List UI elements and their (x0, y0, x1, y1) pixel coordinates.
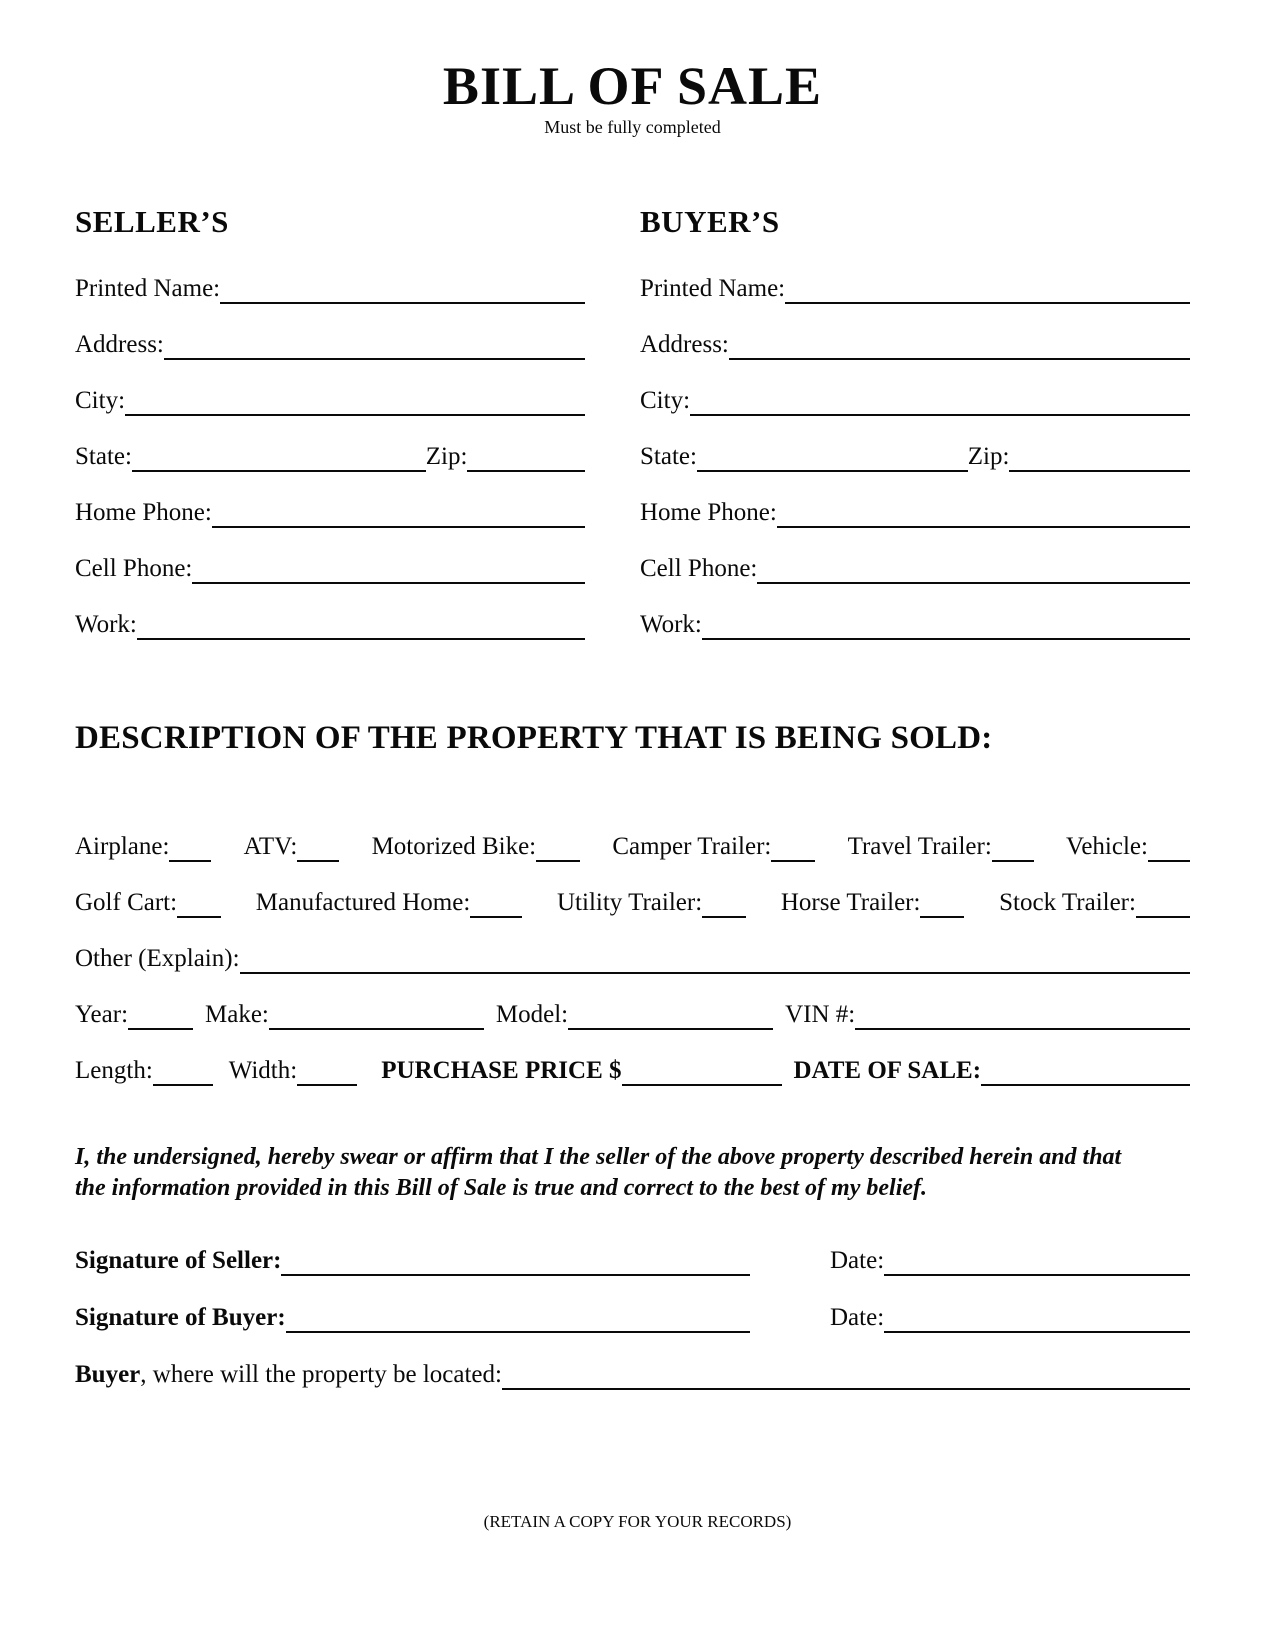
seller-city-label: City: (75, 386, 126, 414)
model-label: Model: (495, 1000, 569, 1028)
buyer-date-group (830, 1299, 1190, 1333)
seller-printed-name-label: Printed Name: (75, 274, 221, 302)
price-and-date-row (75, 1052, 1190, 1086)
utility-trailer-item (557, 884, 746, 918)
seller-home-phone-label: Home Phone: (75, 498, 212, 526)
document-title: BILL OF SALE (442, 56, 823, 116)
width-line[interactable] (297, 1050, 357, 1086)
signature-section (75, 1242, 1190, 1390)
utility-trailer-label: Utility Trailer: (557, 888, 703, 916)
width-label: Width: (228, 1056, 298, 1084)
travel-trailer-item (848, 828, 1034, 862)
other-explain-line[interactable] (240, 938, 1190, 974)
seller-cell-phone-line[interactable] (192, 548, 585, 584)
stock-trailer-line[interactable] (1136, 882, 1190, 918)
buyer-cell-phone-label: Cell Phone: (640, 554, 758, 582)
seller-city-line[interactable] (125, 380, 585, 416)
other-explain-label: Other (Explain): (75, 944, 240, 972)
model-item (496, 996, 773, 1030)
seller-address-line[interactable] (164, 324, 585, 360)
buyer-state-zip-row (640, 438, 1190, 472)
seller-printed-name-row (75, 270, 585, 304)
seller-state-label: State: (75, 442, 132, 470)
buyer-work-label: Work: (640, 610, 702, 638)
buyer-cell-phone-row (640, 550, 1190, 584)
utility-trailer-line[interactable] (702, 882, 746, 918)
seller-home-phone-row (75, 494, 585, 528)
motorized-bike-line[interactable] (536, 826, 580, 862)
airplane-label: Airplane: (75, 832, 170, 860)
buyer-home-phone-line[interactable] (777, 492, 1190, 528)
buyer-signature-line[interactable] (286, 1297, 750, 1333)
buyer-date-line[interactable] (884, 1297, 1190, 1333)
year-label: Year: (75, 1000, 129, 1028)
buyer-printed-name-label: Printed Name: (640, 274, 786, 302)
seller-address-row (75, 326, 585, 360)
buyer-zip-label: Zip: (967, 442, 1010, 470)
affirmation-statement: I, the undersigned, hereby swear or affirm that I the seller of the above property described herein and that the information provided in this Bill of Sale is true and correct to the best of my belief. (75, 1143, 1122, 1201)
seller-address-label: Address: (75, 330, 164, 358)
year-item (75, 996, 193, 1030)
buyer-work-row (640, 606, 1190, 640)
seller-state-line[interactable] (132, 436, 426, 472)
atv-label: ATV: (243, 832, 298, 860)
horse-trailer-label: Horse Trailer: (780, 888, 921, 916)
property-location-label: , where will the property be located: (140, 1360, 502, 1388)
property-location-row (75, 1356, 1190, 1390)
buyer-date-label: Date: (830, 1303, 885, 1331)
buyer-state-line[interactable] (697, 436, 968, 472)
buyer-address-row (640, 326, 1190, 360)
seller-printed-name-line[interactable] (220, 268, 585, 304)
retain-copy-note: (RETAIN A COPY FOR YOUR RECORDS) (483, 1512, 792, 1531)
atv-line[interactable] (297, 826, 339, 862)
property-description-section (75, 718, 1190, 1086)
seller-work-label: Work: (75, 610, 137, 638)
vehicle-line[interactable] (1148, 826, 1190, 862)
width-item (229, 1052, 357, 1086)
camper-trailer-label: Camper Trailer: (612, 832, 772, 860)
buyer-heading: BUYER’S (640, 203, 780, 239)
length-label: Length: (75, 1056, 153, 1084)
airplane-item (75, 828, 211, 862)
golf-cart-label: Golf Cart: (75, 888, 178, 916)
seller-signature-label: Signature of Seller: (75, 1246, 282, 1274)
other-explain-row (75, 940, 1190, 974)
vehicle-item (1066, 828, 1190, 862)
buyer-city-line[interactable] (690, 380, 1190, 416)
document-subtitle: Must be fully completed (544, 116, 721, 137)
seller-signature-line[interactable] (281, 1240, 750, 1276)
model-line[interactable] (568, 994, 773, 1030)
manufactured-home-label: Manufactured Home: (255, 888, 471, 916)
seller-cell-phone-label: Cell Phone: (75, 554, 193, 582)
property-type-row-1 (75, 828, 1190, 862)
buyer-city-label: City: (640, 386, 691, 414)
seller-zip-label: Zip: (425, 442, 468, 470)
parties-section (75, 203, 1190, 662)
seller-date-line[interactable] (884, 1240, 1190, 1276)
make-line[interactable] (269, 994, 484, 1030)
camper-trailer-item (612, 828, 815, 862)
purchase-price-line[interactable] (622, 1050, 782, 1086)
buyer-city-row (640, 382, 1190, 416)
date-of-sale-item (794, 1052, 1191, 1086)
golf-cart-line[interactable] (177, 882, 221, 918)
horse-trailer-item (781, 884, 965, 918)
seller-signature-row (75, 1242, 1190, 1276)
vin-label: VIN #: (785, 1000, 856, 1028)
document-header (75, 58, 1190, 139)
length-item (75, 1052, 213, 1086)
purchase-price-label: PURCHASE PRICE $ (381, 1056, 622, 1084)
seller-work-line[interactable] (137, 604, 585, 640)
stock-trailer-item (999, 884, 1190, 918)
buyer-cell-phone-line[interactable] (757, 548, 1190, 584)
buyer-section (640, 203, 1190, 662)
vehicle-label: Vehicle: (1066, 832, 1148, 860)
buyer-home-phone-label: Home Phone: (640, 498, 777, 526)
seller-home-phone-line[interactable] (212, 492, 585, 528)
seller-date-group (830, 1242, 1190, 1276)
buyer-signature-label: Signature of Buyer: (75, 1303, 286, 1331)
seller-zip-line[interactable] (467, 436, 585, 472)
buyer-state-label: State: (640, 442, 697, 470)
property-location-prefix: Buyer (75, 1360, 141, 1388)
buyer-address-line[interactable] (729, 324, 1190, 360)
travel-trailer-line[interactable] (992, 826, 1034, 862)
seller-section (75, 203, 585, 662)
motorized-bike-item (372, 828, 581, 862)
vin-item (785, 996, 1190, 1030)
buyer-zip-line[interactable] (1009, 436, 1190, 472)
buyer-work-line[interactable] (702, 604, 1190, 640)
seller-state-zip-row (75, 438, 585, 472)
property-description-heading: DESCRIPTION OF THE PROPERTY THAT IS BEING SOLD: (75, 719, 993, 756)
travel-trailer-label: Travel Trailer: (847, 832, 992, 860)
golf-cart-item (75, 884, 221, 918)
vin-line[interactable] (855, 994, 1190, 1030)
date-of-sale-label: DATE OF SALE: (793, 1056, 982, 1084)
seller-signature-group (75, 1242, 750, 1276)
property-type-row-2 (75, 884, 1190, 918)
vehicle-details-row (75, 996, 1190, 1030)
seller-date-label: Date: (830, 1246, 885, 1274)
length-line[interactable] (153, 1050, 213, 1086)
buyer-signature-row (75, 1299, 1190, 1333)
stock-trailer-label: Stock Trailer: (999, 888, 1136, 916)
buyer-signature-group (75, 1299, 750, 1333)
seller-cell-phone-row (75, 550, 585, 584)
motorized-bike-label: Motorized Bike: (371, 832, 537, 860)
manufactured-home-item (256, 884, 523, 918)
seller-city-row (75, 382, 585, 416)
buyer-printed-name-line[interactable] (785, 268, 1190, 304)
horse-trailer-line[interactable] (920, 882, 964, 918)
buyer-address-label: Address: (640, 330, 729, 358)
make-item (205, 996, 484, 1030)
make-label: Make: (205, 1000, 269, 1028)
buyer-home-phone-row (640, 494, 1190, 528)
property-location-line[interactable] (502, 1354, 1190, 1390)
purchase-price-item (381, 1052, 781, 1086)
manufactured-home-line[interactable] (470, 882, 522, 918)
atv-item (244, 828, 340, 862)
airplane-line[interactable] (169, 826, 211, 862)
year-line[interactable] (128, 994, 193, 1030)
buyer-printed-name-row (640, 270, 1190, 304)
camper-trailer-line[interactable] (771, 826, 815, 862)
date-of-sale-line[interactable] (981, 1050, 1190, 1086)
seller-work-row (75, 606, 585, 640)
seller-heading: SELLER’S (75, 203, 229, 239)
